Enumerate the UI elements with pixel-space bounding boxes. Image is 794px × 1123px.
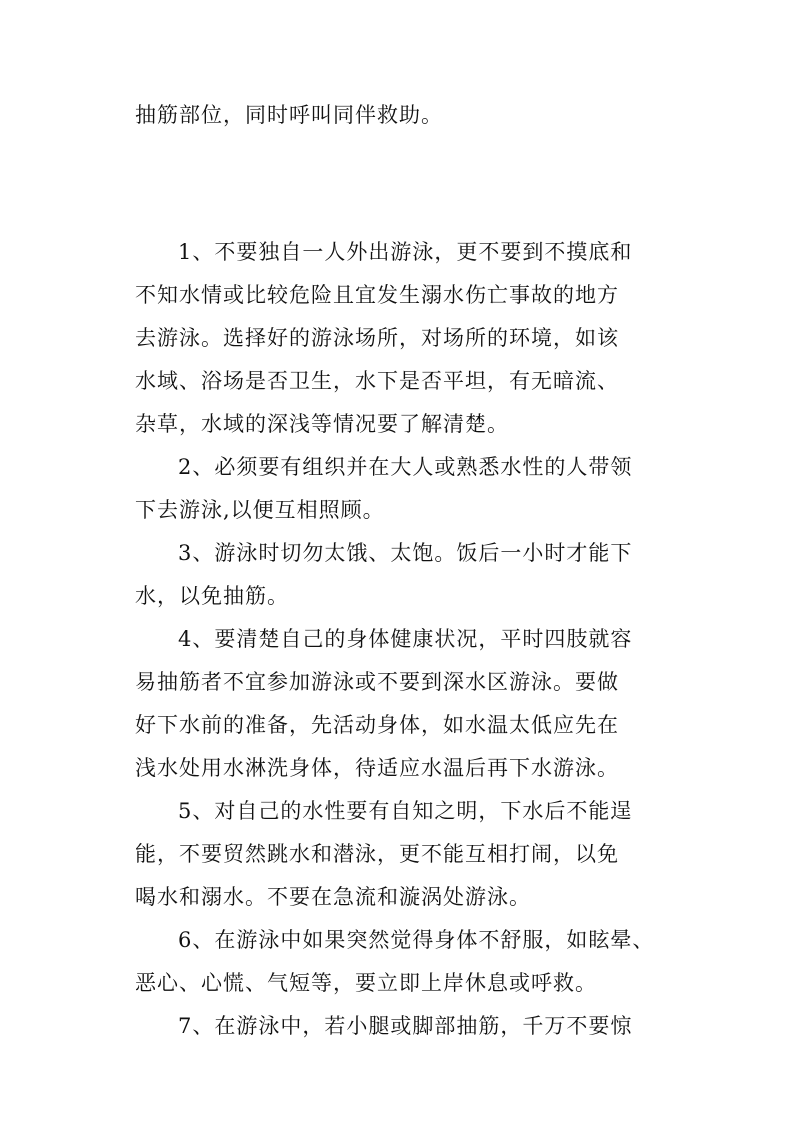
paragraph-1-line-4: 水域、浴场是否卫生，水下是否平坦，有无暗流、 [135,369,619,393]
paragraph-6-line-1: 6、在游泳中如果突然觉得身体不舒服，如眩晕、 [178,928,655,952]
paragraph-3-line-1: 3、游泳时切勿太饿、太饱。饭后一小时才能下 [178,541,633,565]
continuation-line: 抽筋部位，同时呼叫同伴救助。 [135,103,443,127]
paragraph-6-line-2: 恶心、心慌、气短等，要立即上岸休息或呼救。 [135,971,597,995]
paragraph-4-line-1: 4、要清楚自己的身体健康状况，平时四肢就容 [178,627,633,651]
paragraph-1-line-3: 去游泳。选择好的游泳场所，对场所的环境，如该 [135,326,619,350]
paragraph-7-line-1: 7、在游泳中，若小腿或脚部抽筋，千万不要惊 [178,1014,633,1038]
paragraph-3-line-2: 水，以免抽筋。 [135,584,289,608]
paragraph-2-line-2: 下去游泳,以便互相照顾。 [135,498,385,522]
paragraph-4-line-3: 好下水前的准备，先活动身体，如水温太低应先在 [135,713,619,737]
paragraph-5-line-3: 喝水和溺水。不要在急流和漩涡处游泳。 [135,885,531,909]
paragraph-1-line-2: 不知水情或比较危险且宜发生溺水伤亡事故的地方 [135,283,619,307]
paragraph-1-line-1: 1、不要独自一人外出游泳，更不要到不摸底和 [178,240,633,264]
paragraph-2-line-1: 2、必须要有组织并在大人或熟悉水性的人带领 [178,455,633,479]
paragraph-4-line-4: 浅水处用水淋洗身体，待适应水温后再下水游泳。 [135,756,619,780]
paragraph-5-line-2: 能，不要贸然跳水和潜泳，更不能互相打闹，以免 [135,842,619,866]
paragraph-5-line-1: 5、对自己的水性要有自知之明，下水后不能逞 [178,799,633,823]
paragraph-1-line-5: 杂草，水域的深浅等情况要了解清楚。 [135,412,509,436]
paragraph-4-line-2: 易抽筋者不宜参加游泳或不要到深水区游泳。要做 [135,670,619,694]
